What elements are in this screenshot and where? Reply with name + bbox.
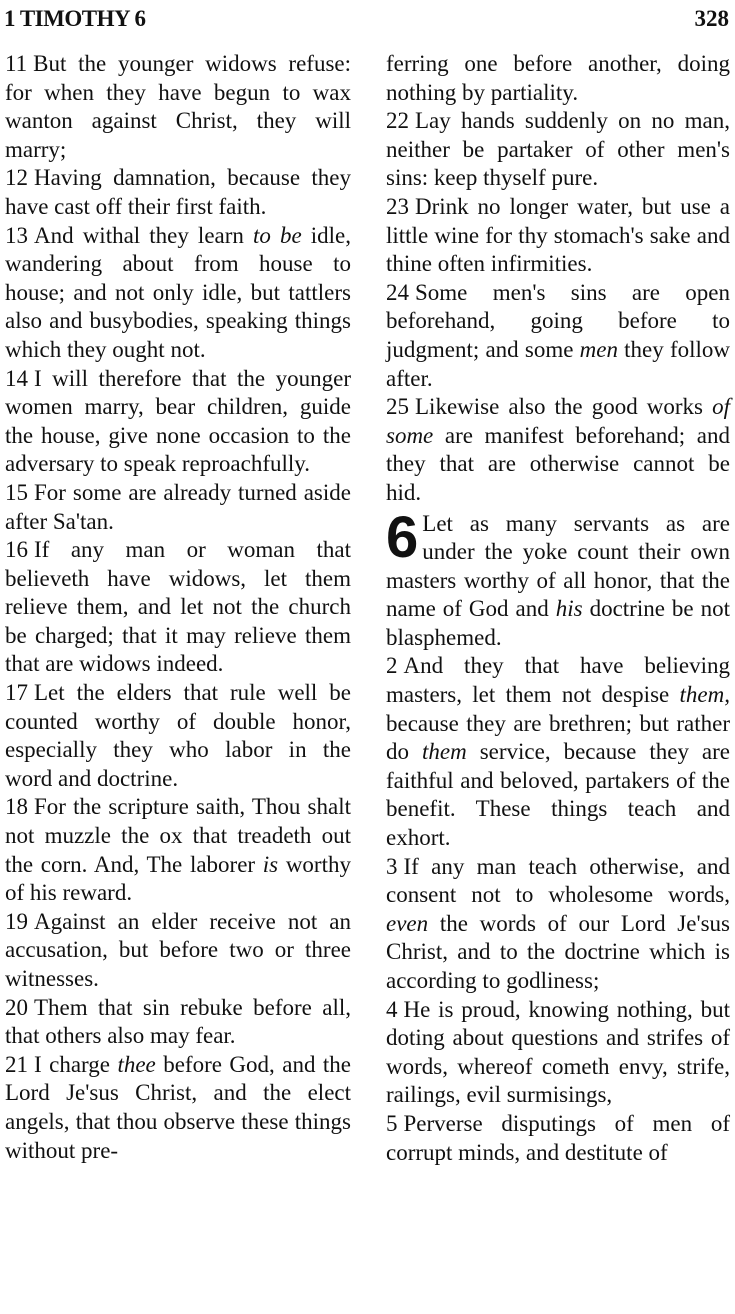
verse-text: Likewise also the good works [415, 394, 713, 420]
verse-14 [5, 365, 351, 479]
verse-number: 21 [5, 1051, 28, 1077]
verse-22 [386, 107, 730, 193]
verse-text: Lay hands suddenly on no man, neither be partaker of other men's sins: keep thyself pure. [386, 108, 730, 191]
verse-number: 13 [5, 222, 28, 248]
italic-supplied-word: even [386, 910, 429, 936]
verse-number: 2 [386, 653, 398, 679]
verse-number: 4 [386, 996, 398, 1022]
chapter-number-dropcap: 6 [386, 504, 419, 570]
verse-number: 22 [386, 108, 409, 134]
right-column-chapter6-verses [386, 652, 730, 1167]
verse-text: service, because they are faithful and beloved, partakers of the benefit. These things teach and exhort. [386, 739, 731, 851]
italic-supplied-word: thee [117, 1051, 156, 1077]
verse-text: ferring one before another, doing nothing by partiality. [386, 51, 730, 105]
verse-16 [5, 536, 351, 679]
verse-number: 12 [5, 165, 28, 191]
page-number: 328 [694, 6, 729, 31]
verse-text: Against an elder receive not an accusation, but before two or three witnesses. [5, 908, 351, 991]
verse-number: 16 [5, 537, 28, 563]
verse-text: For some are already turned aside after Sa'tan. [5, 479, 351, 534]
verse-20 [5, 994, 351, 1051]
verse-text: the words of our Lord Je'sus Christ, and to the doctrine which is according to godliness; [386, 910, 730, 993]
verse-text: And they that have believing masters, let them not despise [386, 653, 730, 708]
verse-11 [5, 50, 351, 164]
verse-text: Them that sin rebuke before all, that others also may fear. [5, 994, 351, 1049]
verse-number: 11 [5, 51, 28, 76]
verse-12 [5, 164, 351, 221]
italic-supplied-word: to be [252, 222, 302, 248]
verse-text: Drink no longer water, but use a little wine for thy stomach's sake and thine often infirmities. [386, 193, 730, 277]
page-header [4, 4, 729, 34]
verse-6-1 [386, 504, 730, 653]
verse-number: 17 [5, 680, 28, 706]
verse-text: And withal they learn [34, 222, 253, 248]
verse-number: 19 [5, 908, 28, 934]
verse-text: worthy of his reward. [5, 851, 351, 906]
verse-text: doctrine be not blasphemed. [386, 596, 730, 650]
verse-number: 3 [386, 853, 398, 879]
verse-text: because they are brethren; but rather do [386, 710, 730, 765]
verse-text: idle, wandering about from house to house; and not only idle, but tattlers also and busybodies, speaking things which they ought not. [5, 222, 351, 362]
right-column-chapter5-verses [386, 50, 730, 508]
verse-18 [5, 793, 351, 907]
verse-13 [5, 222, 351, 365]
italic-supplied-word: them, [679, 682, 730, 708]
verse-text: If any man or woman that believeth have widows, let them relieve them, and let not the church be charged; that it may relieve them that are widows indeed. [5, 537, 351, 677]
italic-supplied-word: his [555, 596, 583, 622]
running-head-book: 1 TIMOTHY 6 [4, 6, 146, 31]
verse-text: Perverse disputings of men of corrupt minds, and destitute of [386, 1110, 730, 1165]
italic-supplied-word: them [422, 739, 467, 765]
italic-supplied-word: of some [386, 394, 730, 448]
verse-25 [386, 393, 730, 507]
verse-text: before God, and the Lord Je'sus Christ, and the elect angels, that thou observe these things without pre- [5, 1051, 352, 1163]
verse-number: 15 [5, 479, 28, 505]
verse-15 [5, 479, 351, 536]
verse-4 [386, 996, 730, 1110]
verse-19 [5, 908, 351, 994]
italic-supplied-word: men [579, 336, 618, 362]
verse-text: Some men's sins are open beforehand, going before to judgment; and some [386, 279, 730, 362]
verse-number: 24 [386, 279, 409, 305]
verse-number: 18 [5, 794, 28, 820]
verse-2 [386, 652, 730, 852]
verse-text: But the younger widows refuse: for when they have begun to wax wanton against Christ, they will marry; [5, 51, 351, 162]
verse-text: they follow after. [386, 336, 730, 391]
verse-text: Let the elders that rule well be counted worthy of double honor, especially they who labor in the word and doctrine. [5, 680, 351, 791]
verse-number: 23 [386, 193, 409, 219]
verse-continuation [386, 50, 730, 107]
verse-text: are manifest beforehand; and they that are otherwise cannot be hid. [386, 422, 730, 505]
verse-number: 5 [386, 1110, 398, 1136]
verse-21 [5, 1051, 351, 1165]
verse-23 [386, 193, 730, 279]
verse-24 [386, 279, 730, 393]
verse-text: If any man teach otherwise, and consent not to wholesome words, [386, 853, 730, 908]
italic-supplied-word: is [262, 851, 279, 877]
verse-number: 25 [386, 394, 409, 420]
verse-5 [386, 1110, 730, 1167]
chapter-6-start [386, 504, 730, 653]
verse-text: For the scripture saith, Thou shalt not muzzle the ox that treadeth out the corn. And, The laborer [5, 794, 351, 877]
verse-number: 20 [5, 994, 28, 1020]
verse-17 [5, 679, 351, 793]
verse-text: Let as many servants as are under the yoke count their own masters worthy of all honor, that the name of God and [386, 510, 730, 622]
verse-number: 14 [5, 365, 28, 391]
right-column [386, 50, 730, 1167]
verse-text: He is proud, knowing nothing, but doting about questions and strifes of words, whereof cometh envy, strife, railings, evil surmisings, [386, 996, 730, 1108]
verse-text: I charge [34, 1051, 118, 1077]
verse-text: Having damnation, because they have cast off their first faith. [5, 165, 351, 219]
verse-text: I will therefore that the younger women marry, bear children, guide the house, give none occasion to the adversary to speak reproachfully. [5, 365, 351, 477]
verse-3 [386, 853, 730, 996]
left-column [5, 50, 351, 1165]
